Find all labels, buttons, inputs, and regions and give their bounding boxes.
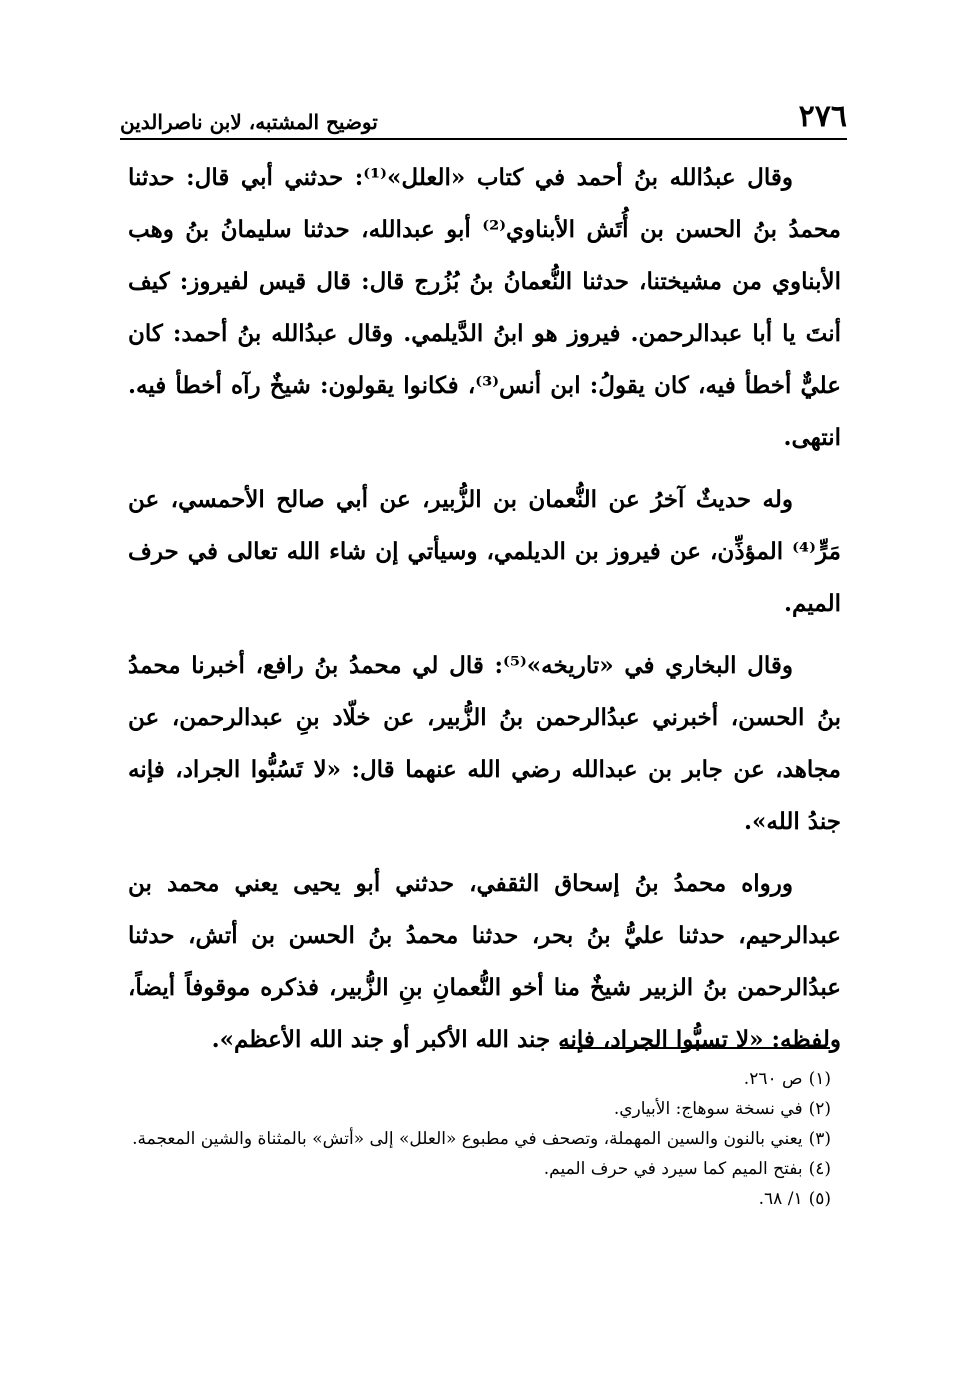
page-number: ٢٧٦ [798,99,847,134]
footnote-item [116,1124,831,1154]
paragraph-4: ورواه محمدُ بنُ إسحاق الثقفي، حدثني أبو يحيى يعني محمد بن عبدالرحيم، حدثنا عليُّ بنُ بحر، حدثنا محمدُ بنُ الحسن بن أتش، حدثنا عبدُالرحمن بنُ الزبير شيخٌ منا أخو النُّعمانِ بنِ الزُّبير، فذكره موقوفاً أيضاً، ولفظه: «لا تسبُّوا الجراد، فإنه جند الله الأكبر أو جند الله الأعظم». [128,870,841,1053]
paragraph-3: وقال البخاري في «تاريخه»⁽⁵⁾: قال لي محمدُ بنُ رافع، أخبرنا محمدُ بنُ الحسن، أخبرني عبدُالرحمن بنُ الزُّبير، عن خلّاد بنِ عبدالرحمن، عن مجاهد، عن جابر بن عبدالله رضي الله عنهما قال: «لا تَسُبُّوا الجراد، فإنه جندُ الله». [128,652,841,835]
paragraph-1: وقال عبدُالله بنُ أحمد في كتاب «العلل»⁽¹⁾: حدثني أبي قال: حدثنا محمدُ بنُ الحسن بن أُتَش الأبناوي⁽²⁾ أبو عبدالله، حدثنا سليمانُ بنُ وهب الأبناوي من مشيختنا، حدثنا النُّعمانُ بنُ بُزُرج قال: قال قيس لفيروز: كيف أنتَ يا أبا عبدالرحمن. فيروز هو ابنُ الدَّيلمي. وقال عبدُالله بنُ أحمد: كان عليٌّ أخطأ فيه، كان يقولُ: ابن أنس⁽³⁾، فكانوا يقولون: شيخٌ رآه أخطأ فيه. انتهى. [128,164,841,451]
footnote-item [116,1094,831,1124]
footnote-item [116,1184,831,1214]
footnote-text: ص ٢٦٠. [743,1069,803,1089]
footnote-item [116,1064,831,1094]
footnote-text: في نسخة سوهاج: الأبياري. [613,1099,803,1119]
footnote-divider [560,1047,830,1049]
footnote-number: (٢) [808,1099,831,1119]
running-title: توضيح المشتبه، لابن ناصرالدين [120,110,378,134]
main-text [128,152,841,1066]
footnote-text: يعني بالنون والسين المهملة، وتصحف في مطبوع «العلل» إلى «أتش» بالمثناة والشين المعجمة. [132,1129,803,1149]
footnote-item [116,1154,831,1184]
footnote-number: (١) [808,1069,831,1089]
footnote-text: ١/ ٦٨. [758,1189,803,1209]
page-header [120,88,847,140]
footnotes [116,1064,831,1214]
paragraph-2: وله حديثٌ آخرُ عن النُّعمان بن الزُّبير، عن أبي صالح الأحمسي، عن مَرٍّ⁽⁴⁾ المؤذِّن، عن فيروز بن الديلمي، وسيأتي إن شاء الله تعالى في حرف الميم. [128,486,841,617]
footnote-text: بفتح الميم كما سيرد في حرف الميم. [543,1159,803,1179]
footnote-number: (٣) [808,1129,831,1149]
footnote-number: (٤) [808,1159,831,1179]
footnote-number: (٥) [808,1189,831,1209]
